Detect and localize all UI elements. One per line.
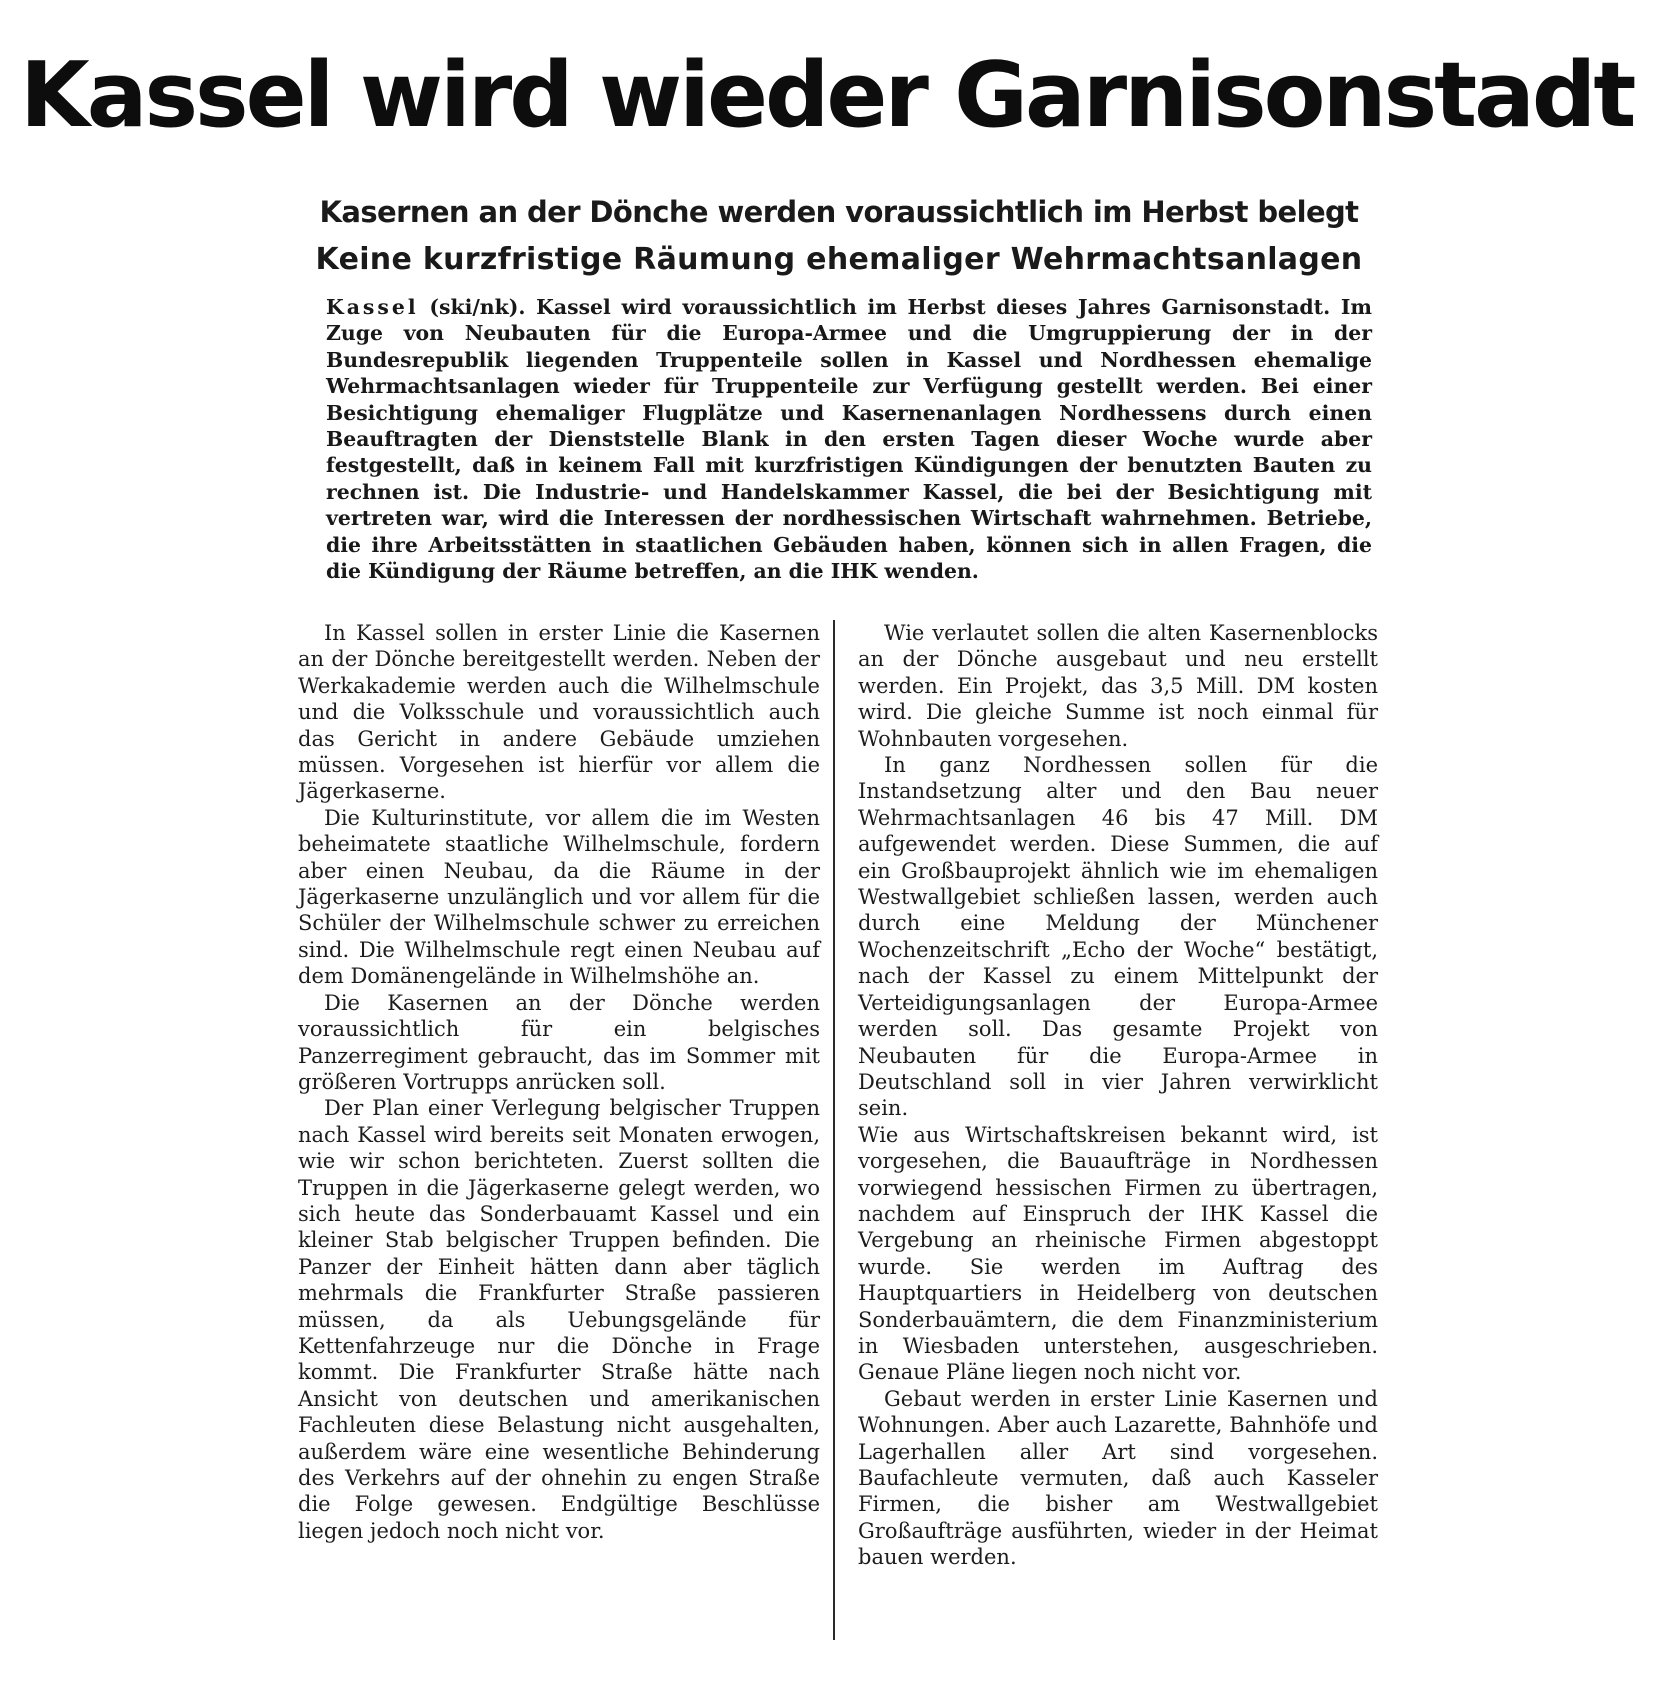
- left-paragraph-4: Der Plan einer Verlegung belgischer Truppen nach Kassel wird bereits seit Monaten erwogen, wie wir schon berichteten. Zuerst sollten die Truppen in die Jägerkaserne gelegt werden, wo sich heute das Sonderbauamt Kassel und ein kleiner Stab belgischer Truppen befinden. Die Panzer der Einheit hätten dann aber täglich mehrmals die Frankfurter Straße passieren müssen, da als Uebungsgelände für Kettenfahrzeuge nur die Dönche in Frage kommt. Die Frankfurter Straße hätte nach Ansicht von deutschen und amerikanischen Fachleuten diese Belastung nicht ausgehalten, außerdem wäre eine wesentliche Behinderung des Verkehrs auf der ohnehin zu engen Straße die Folge gewesen. Endgültige Beschlüsse liegen jedoch noch nicht vor.: [298, 1096, 820, 1543]
- lead-paragraph: [326, 294, 1372, 584]
- left-column: [298, 620, 820, 1544]
- subheadline-2: Keine kurzfristige Räumung ehemaliger Wehrmachtsanlagen: [315, 242, 1363, 277]
- right-paragraph-1: Wie verlautet sollen die alten Kasernenblocks an der Dönche ausgebaut und neu erstellt werden. Ein Projekt, das 3,5 Mill. DM kosten wird. Die gleiche Summe ist noch einmal für Wohnbauten vorgesehen.: [858, 621, 1378, 751]
- headline: Kassel wird wieder Garnisonstadt: [20, 43, 1634, 148]
- left-paragraph-1: In Kassel sollen in erster Linie die Kasernen an der Dönche bereitgestellt werden. Neben der Werkakademie werden auch die Wilhelmschule und die Volksschule und voraussichtlich auch das Gericht in andere Gebäude umziehen müssen. Vorgesehen ist hierfür vor allem die Jägerkaserne.: [298, 621, 820, 804]
- subheadline-1: Kasernen an der Dönche werden voraussichtlich im Herbst belegt: [319, 195, 1359, 229]
- right-paragraph-2: In ganz Nordhessen sollen für die Instandsetzung alter und den Bau neuer Wehrmachtsanlagen 46 bis 47 Mill. DM aufgewendet werden. Diese Summen, die auf ein Großbauprojekt ähnlich wie im ehemaligen Westwallgebiet schließen lassen, werden auch durch eine Meldung der Münchener Wochenzeitschrift „Echo der Woche“ bestätigt, nach der Kassel zu einem Mittelpunkt der Verteidigungsanlagen der Europa-Armee werden soll. Das gesamte Projekt von Neubauten für die Europa-Armee in Deutschland soll in vier Jahren verwirklicht sein.: [858, 753, 1378, 1121]
- dateline: Kassel: [326, 295, 419, 319]
- lead-text: (ski/nk). Kassel wird voraussichtlich im Herbst dieses Jahres Garnisonstadt. Im Zuge von Neubauten für die Europa-Armee und die Umgruppierung der in der Bundesrepublik liegenden Truppenteile sollen in Kassel und Nordhessen ehemalige Wehrmachtsanlagen wieder für Truppenteile zur Verfügung gestellt werden. Bei einer Besichtigung ehemaliger Flugplätze und Kasernenanlagen Nordhessens durch einen Beauftragten der Dienststelle Blank in den ersten Tagen dieser Woche wurde aber festgestellt, daß in keinem Fall mit kurzfristigen Kündigungen der benutzten Bauten zu rechnen ist. Die Industrie- und Handelskammer Kassel, die bei der Besichtigung mit vertreten war, wird die Interessen der nordhessischen Wirtschaft wahrnehmen. Betriebe, die ihre Arbeitsstätten in staatlichen Gebäuden haben, können sich in allen Fragen, die die Kündigung der Räume betreffen, an die IHK wenden.: [326, 295, 1372, 584]
- left-paragraph-2: Die Kulturinstitute, vor allem die im Westen beheimatete staatliche Wilhelmschule, fordern aber einen Neubau, da die Räume in der Jägerkaserne unzulänglich und vor allem für die Schüler der Wilhelmschule schwer zu erreichen sind. Die Wilhelmschule regt einen Neubau auf dem Domänengelände in Wilhelmshöhe an.: [298, 805, 820, 989]
- right-paragraph-4: Gebaut werden in erster Linie Kasernen und Wohnungen. Aber auch Lazarette, Bahnhöfe und Lagerhallen aller Art sind vorgesehen. Baufachleute vermuten, daß auch Kasseler Firmen, die bisher am Westwallgebiet Großaufträge ausführten, wieder in der Heimat bauen werden.: [858, 1386, 1378, 1570]
- right-column: [858, 620, 1378, 1571]
- column-divider: [833, 620, 835, 1640]
- left-paragraph-3: Die Kasernen an der Dönche werden voraussichtlich für ein belgisches Panzerregiment gebraucht, das im Sommer mit größeren Vortrupps anrücken soll.: [298, 990, 820, 1094]
- right-paragraph-3: Wie aus Wirtschaftskreisen bekannt wird, ist vorgesehen, die Bauaufträge in Nordhessen vorwiegend hessischen Firmen zu übertragen, nachdem auf Einspruch der IHK Kassel die Vergebung an rheinische Firmen abgestoppt wurde. Sie werden im Auftrag des Hauptquartiers in Heidelberg von deutschen Sonderbauämtern, die dem Finanzministerium in Wiesbaden unterstehen, ausgeschrieben. Genaue Pläne liegen noch nicht vor.: [858, 1122, 1378, 1385]
